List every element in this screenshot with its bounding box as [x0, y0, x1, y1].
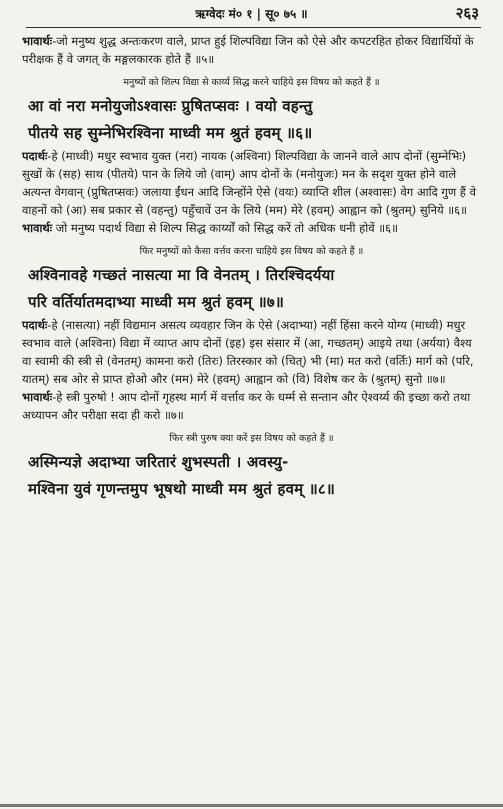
mantra-line: मश्विना युवं गृणन्तमुप भूषथो माध्वी मम श्रुतं हवम् ॥८॥	[28, 480, 336, 498]
section-text: -हे (नासत्या) नहीं विद्यमान असत्य व्यवहार जिन के ऐसे (अदाभ्या) नहीं हिंसा करने योग्य (माध्वी) मधुर स्वभाव वाले (अश्विना) विद्या में व्याप्त आप दोनों (इह) इस संसार में (आ, गच्छतम्) आइये तथा (अर्यया) वैश्य वा स्वामी की स्त्री से (वेनतम्) कामना करो (तिरः) तिरस्कार को (चित्) भी (मा) मत करो (वर्तिः) मार्ग को (परि, यातम्) सब ओर से प्राप्त होओ और (मम) मेरे (हवम्) आह्वान को (वि) विशेष कर के (श्रुतम्) सुनो ॥७॥	[22, 318, 474, 386]
section-text: जो मनुष्य पदार्थ विद्या से शिल्प सिद्ध कार्य्यों को सिद्ध करें तो अधिक धनी होवें ॥६॥	[55, 221, 399, 235]
bhavartha-6	[22, 219, 481, 237]
bhavartha-5	[22, 32, 481, 68]
section-label: पदार्थः	[22, 149, 48, 163]
header-rule	[26, 27, 481, 28]
section-text: -जो मनुष्य शुद्ध अन्तःकरण वाले, प्राप्त हुई शिल्पविद्या जिन को ऐसे और कपटरहित होकर विद्यार्थियों के परीक्षक हैं वे जगत् के मङ्गलकारक होते हैं ॥५॥	[22, 34, 474, 66]
padartha-7	[22, 316, 481, 388]
page-content	[22, 32, 481, 503]
mantra-line: आ वां नरा मनोयुजोऽश्वासः प्रुषितप्सवः । वयो वहन्तु	[28, 97, 313, 115]
section-label: भावार्थः	[22, 34, 53, 48]
mantra-line: अश्विनावहे गच्छतं नासत्या मा वि वेनतम् । तिरश्चिदर्यया	[28, 266, 335, 284]
bottom-border	[0, 804, 503, 807]
page-number: २६३	[455, 4, 479, 22]
topic-line: मनुष्यों को शिल्प विद्या से कार्य्य सिद्ध करने चाहिये इस विषय को कहते हैं ॥	[123, 77, 380, 88]
running-head: ऋग्वेदः मं० १ | सू० ७५ ॥	[195, 7, 308, 21]
section-label: भावार्थः	[22, 390, 53, 404]
padartha-6	[22, 147, 481, 219]
mantra-line: अस्मिन्यज्ञे अदाभ्या जरितारं शुभस्पती । अवस्यु-	[28, 453, 289, 471]
bhavartha-7	[22, 388, 481, 424]
topic-line: फिर स्त्री पुरुष क्या करें इस विषय को कहते हैं ॥	[169, 433, 334, 444]
page-header	[0, 2, 503, 24]
mantra-line: पीतये सह सुम्नेभिरश्विना माध्वी मम श्रुतं हवम् ॥६॥	[28, 124, 313, 142]
section-text: -हे (माध्वी) मधुर स्वभाव युक्त (नरा) नायक (अश्विना) शिल्पविद्या के जानने वाले आप दोनों (सुम्नेभिः) सुखों के (सह) साथ (पीतये) पान के लिये जो (वाम्) आप दोनों के (मनोयुजः) मन के सदृश युक्त होने वाले अत्यन्त वेगवान् (प्रुषितप्सवः) जलाया ईंधन आदि जिन्होंने ऐसे (वयः) व्याप्ति शील (अश्वासः) वेग आदि गुण हैं वे वाहनों को (आ) सब प्रकार से (वहन्तु) पहुँचावें उन के लिये (मम) मेरे (हवम्) आह्वान को (श्रुतम्) सुनिये ॥६॥	[22, 149, 476, 217]
section-label: भावार्थः	[22, 221, 53, 235]
mantra-line: परि वर्तिर्यातमदाभ्या माध्वी मम श्रुतं हवम् ॥७॥	[28, 293, 285, 311]
topic-line: फिर मनुष्यों को कैसा वर्त्तव करना चाहिये इस विषय को कहते हैं ॥	[139, 246, 364, 257]
section-label: पदार्थः	[22, 318, 48, 332]
section-text: -हे स्त्री पुरुषो ! आप दोनों गृहस्थ मार्ग में वर्त्ताव कर के धर्म्म से सन्तान और ऐश्वर्य्य की इच्छा करो तथा अध्यापन और परीक्षा सदा ही करो ॥७॥	[22, 390, 471, 422]
